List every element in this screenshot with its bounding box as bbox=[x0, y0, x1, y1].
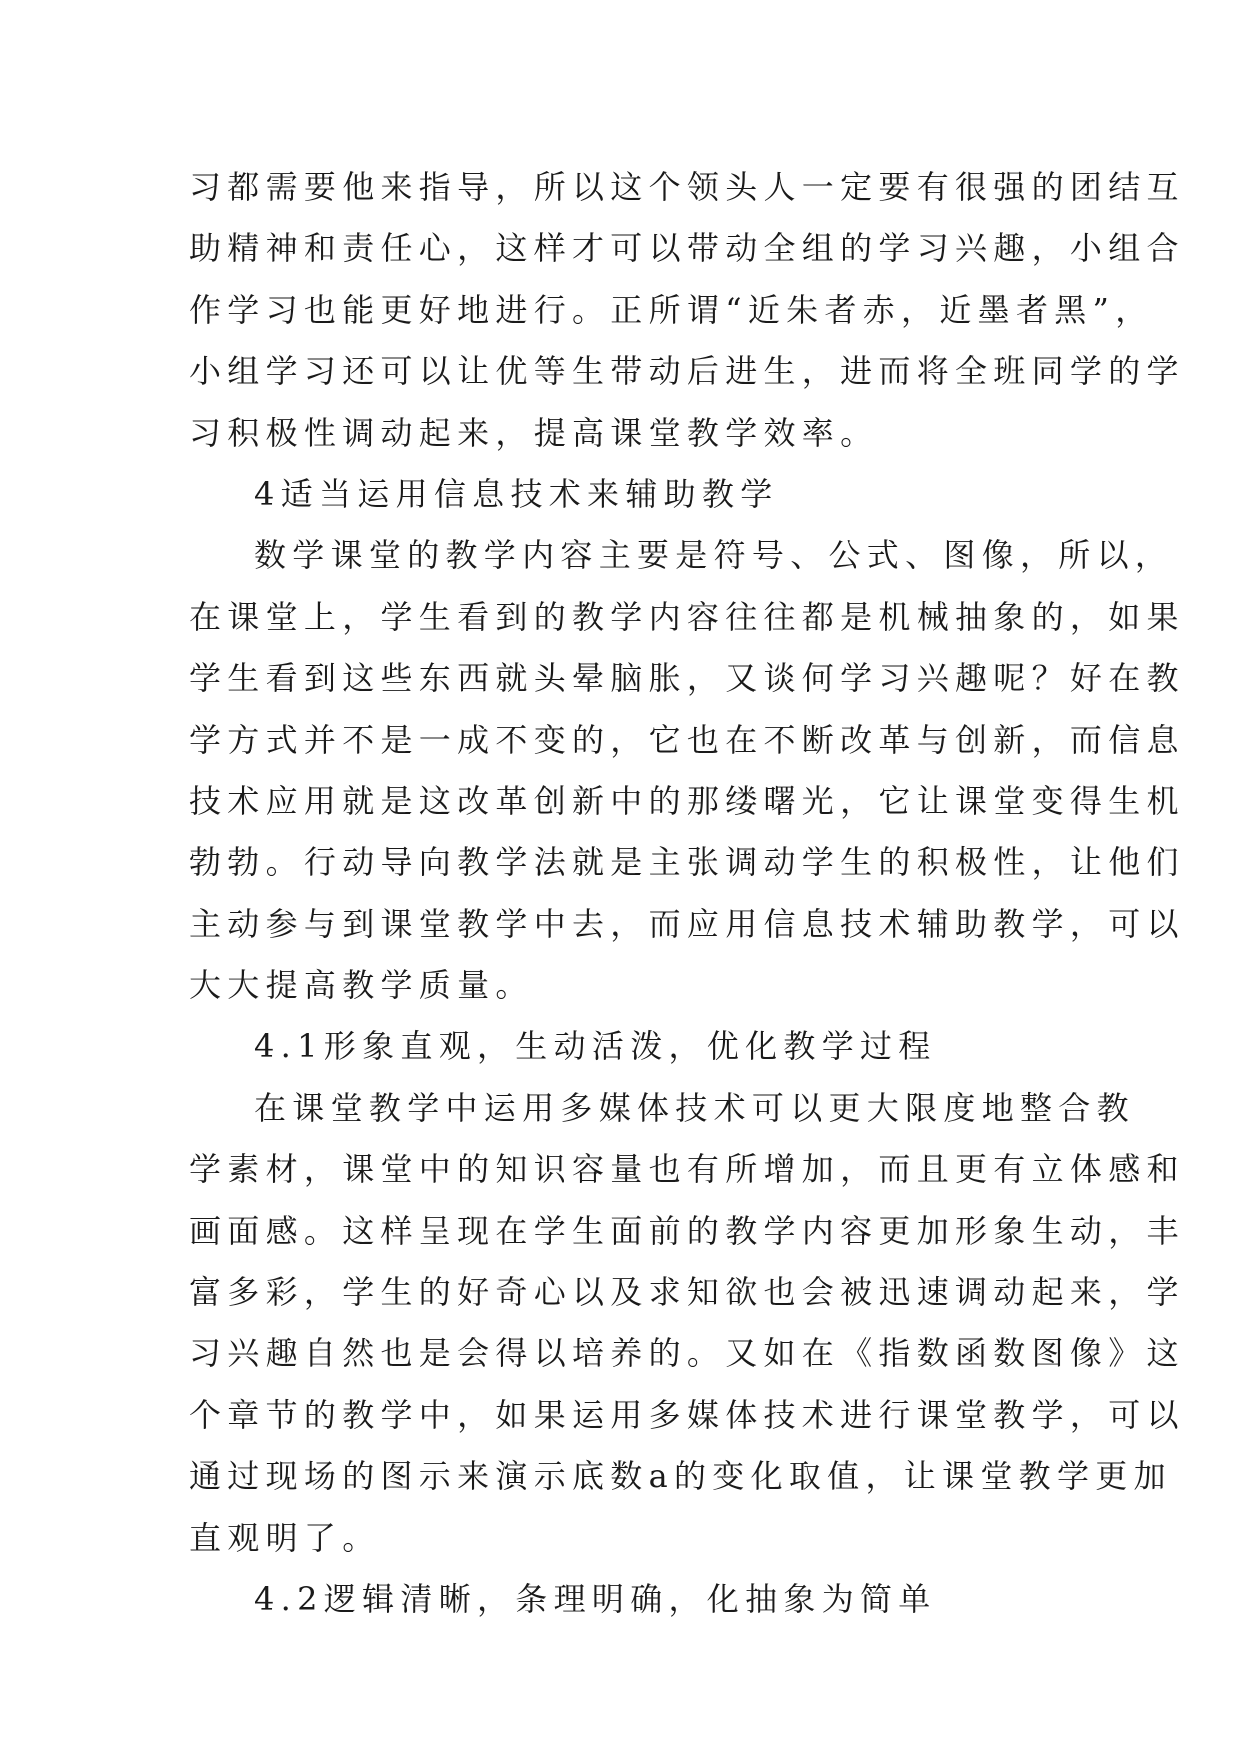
text-line: 技术应用就是这改革创新中的那缕曙光，它让课堂变得生机 bbox=[189, 781, 1185, 820]
text-line: 画面感。这样呈现在学生面前的教学内容更加形象生动，丰 bbox=[189, 1211, 1185, 1250]
text-line: 习积极性调动起来，提高课堂教学效率。 bbox=[189, 413, 879, 452]
text-line: 通过现场的图示来演示底数a的变化取值，让课堂教学更加 bbox=[189, 1457, 1172, 1496]
section-heading: 4适当运用信息技术来辅助教学 bbox=[254, 474, 779, 513]
text-line: 学方式并不是一成不变的，它也在不断改革与创新，而信息 bbox=[189, 720, 1185, 759]
text-line: 直观明了。 bbox=[189, 1518, 381, 1557]
text-line: 习都需要他来指导，所以这个领头人一定要有很强的团结互 bbox=[189, 168, 1185, 206]
text-line: 主动参与到课堂教学中去，而应用信息技术辅助教学，可以 bbox=[189, 904, 1185, 943]
text-line: 助精神和责任心，这样才可以带动全组的学习兴趣，小组合 bbox=[189, 229, 1185, 268]
text-line: 在课堂上，学生看到的教学内容往往都是机械抽象的，如果 bbox=[189, 597, 1185, 636]
text-line: 学素材，课堂中的知识容量也有所增加，而且更有立体感和 bbox=[189, 1150, 1185, 1189]
text-line: 在课堂教学中运用多媒体技术可以更大限度地整合教 bbox=[254, 1088, 1135, 1127]
text-line: 小组学习还可以让优等生带动后进生，进而将全班同学的学 bbox=[189, 352, 1185, 391]
text-line: 富多彩，学生的好奇心以及求知欲也会被迅速调动起来，学 bbox=[189, 1273, 1185, 1312]
text-line: 大大提高教学质量。 bbox=[189, 966, 534, 1005]
text-line: 勃勃。行动导向教学法就是主张调动学生的积极性，让他们 bbox=[189, 843, 1185, 882]
body-text bbox=[189, 157, 1185, 1630]
text-line: 个章节的教学中，如果运用多媒体技术进行课堂教学，可以 bbox=[189, 1395, 1185, 1434]
text-line: 数学课堂的教学内容主要是符号、公式、图像，所以， bbox=[254, 536, 1174, 575]
subsection-heading: 4.1形象直观，生动活泼，优化教学过程 bbox=[254, 1027, 937, 1066]
text-line: 学生看到这些东西就头晕脑胀，又谈何学习兴趣呢？好在教 bbox=[189, 659, 1185, 698]
text-line: 作学习也能更好地进行。正所谓“近朱者赤，近墨者黑”， bbox=[189, 290, 1154, 329]
text-line: 习兴趣自然也是会得以培养的。又如在《指数函数图像》这 bbox=[189, 1334, 1185, 1373]
subsection-heading: 4.2逻辑清晰，条理明确，化抽象为简单 bbox=[254, 1579, 937, 1618]
